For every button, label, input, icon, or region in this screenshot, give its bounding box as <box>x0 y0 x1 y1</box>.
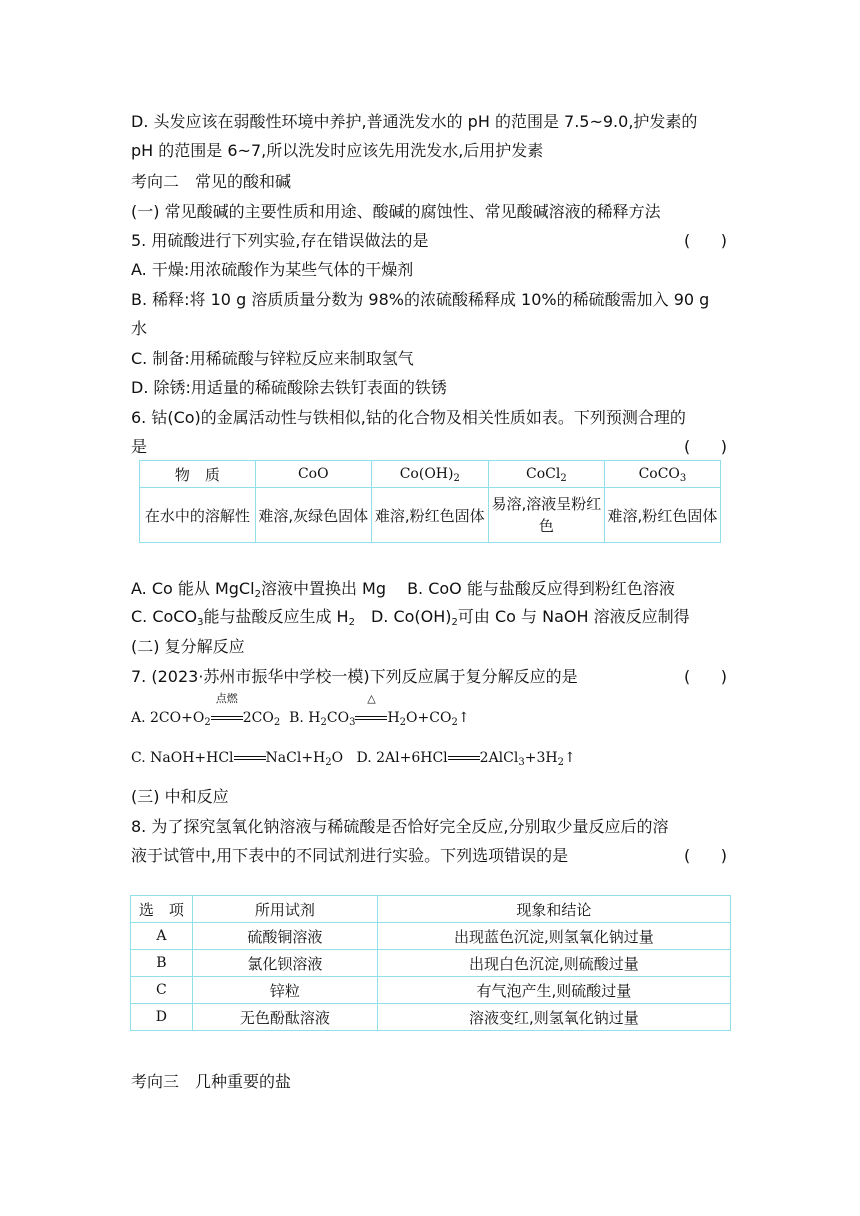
table-header: 现象和结论 <box>377 896 730 923</box>
answer-bracket: ( ) <box>684 846 727 865</box>
q5-option-b-line-2: 水 <box>131 319 148 338</box>
answer-bracket: ( ) <box>684 437 727 456</box>
answer-bracket: ( ) <box>684 231 727 250</box>
q7-options-ab: A. $2CO+O_2$ 点燃 $2CO_2$ B. $H_2CO_3$ △ $H_2O+CO_2↑$ <box>131 692 470 728</box>
q5-option-a: A. 干燥:用浓硫酸作为某些气体的干燥剂 <box>131 260 414 279</box>
table-header-row <box>131 896 731 923</box>
table-cell: 在水中的溶解性 <box>140 488 256 543</box>
cobalt-table <box>139 460 721 543</box>
table-header-row <box>140 461 721 488</box>
table-header: CoCO$_3$ <box>604 461 720 488</box>
subsection-heading: (二) 复分解反应 <box>131 637 245 656</box>
table-cell: A <box>131 923 193 950</box>
question-6-stem-2: 是 <box>131 437 148 456</box>
table-row <box>131 923 731 950</box>
q7-options-cd: C. NaOH+HCl $NaCl+H_2O$ D. 2Al+6HCl $2AlCl_3+3H_2↑$ <box>131 747 576 769</box>
q6-options-cd: C. CoCO$_3$能与盐酸反应生成 $H_2$ D. $Co(OH)_2$可由 Co 与 NaOH 溶液反应制得 <box>131 607 690 628</box>
table-cell: C <box>131 977 193 1004</box>
table-cell: 出现蓝色沉淀,则氢氧化钠过量 <box>377 923 730 950</box>
question-8-stem-1: 8. 为了探究氢氧化钠溶液与稀硫酸是否恰好完全反应,分别取少量反应后的溶 <box>131 817 669 836</box>
question-8-stem-2: 液于试管中,用下表中的不同试剂进行实验。下列选项错误的是 <box>131 846 569 865</box>
q5-option-c: C. 制备:用稀硫酸与锌粒反应来制取氢气 <box>131 349 414 368</box>
subsection-heading: (三) 中和反应 <box>131 787 229 806</box>
option-d-line-1: D. 头发应该在弱酸性环境中养护,普通洗发水的 pH 的范围是 7.5~9.0,护发素的 <box>131 112 698 131</box>
table-header: 选 项 <box>131 896 193 923</box>
table-cell: 氯化钡溶液 <box>192 950 377 977</box>
reaction-equals-sign <box>234 747 266 769</box>
reaction-equals-sign: △ <box>355 707 387 729</box>
section-heading: 考向二 常见的酸和碱 <box>131 172 292 191</box>
q5-option-b-line-1: B. 稀释:将 10 g 溶质质量分数为 98%的浓硫酸稀释成 10%的稀硫酸需加入 90 g <box>131 290 710 309</box>
table-cell: 锌粒 <box>192 977 377 1004</box>
section-heading: 考向三 几种重要的盐 <box>131 1072 292 1091</box>
table-row <box>140 488 721 543</box>
table-row <box>131 950 731 977</box>
table-header: $Co(OH)_2$ <box>371 461 488 488</box>
table-header: 物 质 <box>140 461 256 488</box>
table-header: 所用试剂 <box>192 896 377 923</box>
table-cell: 出现白色沉淀,则硫酸过量 <box>377 950 730 977</box>
table-cell: 难溶,粉红色固体 <box>371 488 488 543</box>
table-row <box>131 1004 731 1031</box>
table-cell: 易溶,溶液呈粉红 色 <box>488 488 604 543</box>
table-cell: 硫酸铜溶液 <box>192 923 377 950</box>
table-cell: B <box>131 950 193 977</box>
reaction-equals-sign: 点燃 <box>211 707 243 729</box>
table-cell: D <box>131 1004 193 1031</box>
q6-options-ab: A. Co 能从 MgCl$_2$溶液中置换出 Mg B. CoO 能与盐酸反应得到粉红色溶液 <box>131 579 675 600</box>
table-cell: 溶液变红,则氢氧化钠过量 <box>377 1004 730 1031</box>
table-header: CoCl$_2$ <box>488 461 604 488</box>
table-cell: 有气泡产生,则硫酸过量 <box>377 977 730 1004</box>
answer-bracket: ( ) <box>684 667 727 686</box>
table-cell: 无色酚酞溶液 <box>192 1004 377 1031</box>
reagent-table <box>130 895 731 1031</box>
question-5-stem: 5. 用硫酸进行下列实验,存在错误做法的是 <box>131 231 429 250</box>
table-header: CoO <box>255 461 371 488</box>
option-d-line-2: pH 的范围是 6~7,所以洗发时应该先用洗发水,后用护发素 <box>131 141 544 160</box>
question-6-stem-1: 6. 钴(Co)的金属活动性与铁相似,钴的化合物及相关性质如表。下列预测合理的 <box>131 408 686 427</box>
reaction-equals-sign <box>448 747 480 769</box>
table-cell: 难溶,粉红色固体 <box>604 488 720 543</box>
subsection-heading: (一) 常见酸碱的主要性质和用途、酸碱的腐蚀性、常见酸碱溶液的稀释方法 <box>131 202 661 221</box>
q5-option-d: D. 除锈:用适量的稀硫酸除去铁钉表面的铁锈 <box>131 378 447 397</box>
table-cell: 难溶,灰绿色固体 <box>255 488 371 543</box>
question-7-stem: 7. (2023·苏州市振华中学校一模)下列反应属于复分解反应的是 <box>131 667 578 686</box>
table-row <box>131 977 731 1004</box>
